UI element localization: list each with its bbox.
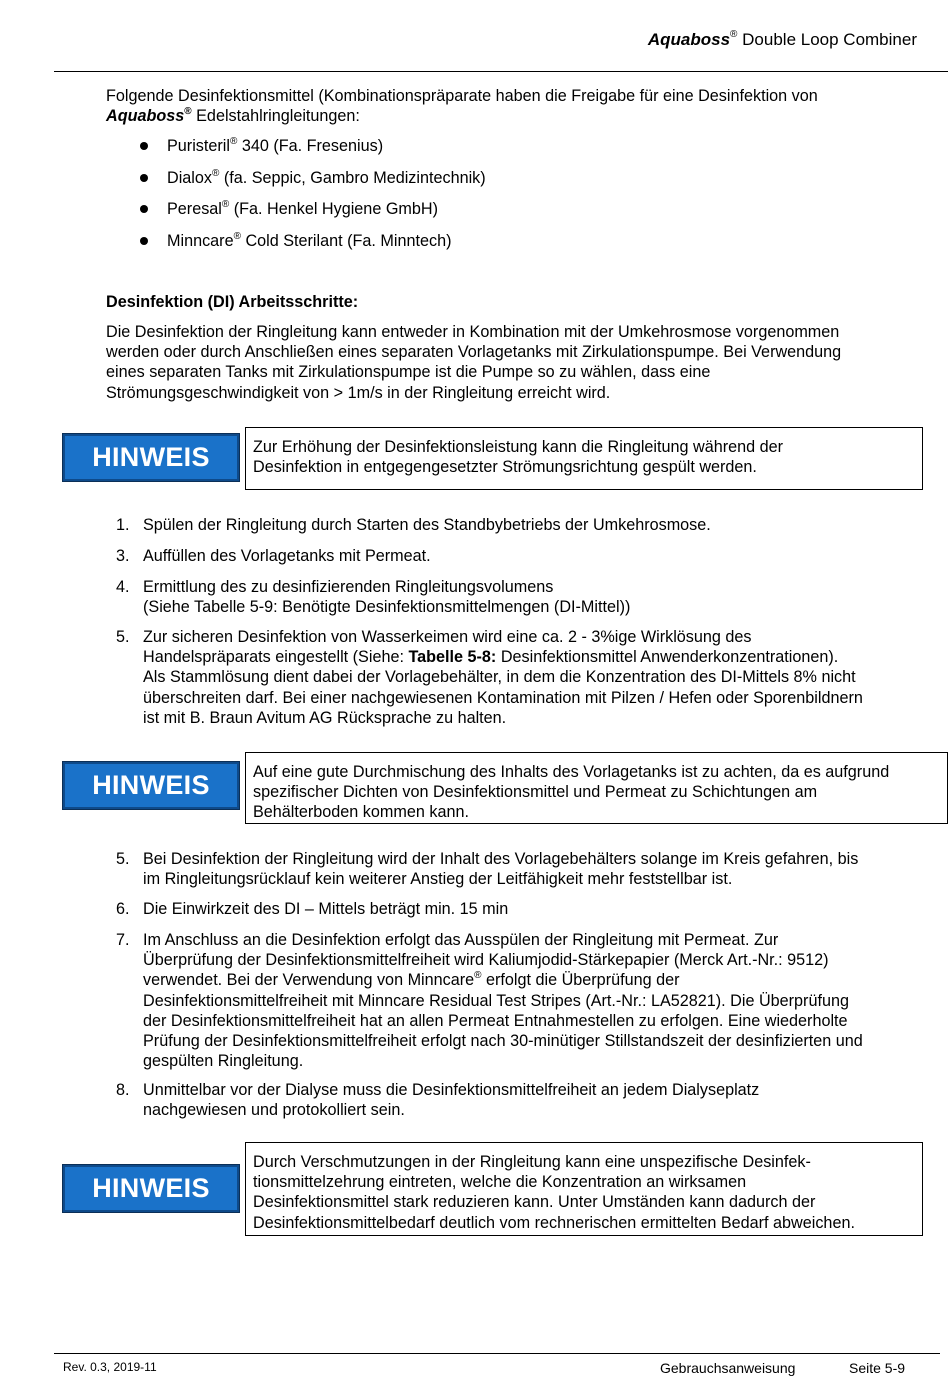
bullet-icon [140,174,148,182]
document-type: Gebrauchsanweisung [660,1360,796,1376]
note-line: Desinfektion in entgegengesetzter Strömungsrichtung gespült werden. [253,458,757,477]
list-item: Puristeril® 340 (Fa. Fresenius) [167,135,384,155]
intro-reg: ® [184,105,192,117]
intro-line-2-rest: Edelstahlringleitungen: [191,107,360,126]
header-rule [54,71,948,72]
intro-line-1: Folgende Desinfektionsmittel (Kombinationspräparate haben die Freigabe für eine Desinfektion von [106,87,818,105]
note-line: Durch Verschmutzungen in der Ringleitung kann eine unspezifische Desinfek- [253,1153,811,1171]
note-line: spezifischer Dichten von Desinfektionsmittel und Permeat zu Schichtungen am [253,783,818,802]
intro-paragraph [106,86,926,126]
note-line: Zur Erhöhung der Desinfektionsleistung kann die Ringleitung während der [253,438,784,456]
page-number: Seite 5-9 [849,1360,906,1376]
step-number: 8. [116,1081,130,1099]
step-number: 5. [116,850,130,868]
brand-name: Aquaboss [647,30,731,49]
step-text: Unmittelbar vor der Dialyse muss die Desinfektionsmittelfreiheit an jedem Dialyseplatz nachgewiesen und protokolliert sein. [143,1081,760,1120]
hinweis-badge: HINWEIS [62,761,240,810]
step-number: 5. [116,628,130,646]
note-line: Desinfektionsmittel stark reduzieren kann. Unter Umständen kann dadurch der [253,1193,816,1212]
step-text: Spülen der Ringleitung durch Starten des Standbybetriebs der Umkehrosmose. [143,516,711,534]
step-text: Auffüllen des Vorlagetanks mit Permeat. [143,547,431,565]
note-box [245,1142,923,1236]
bullet-icon [140,142,148,150]
step-number: 6. [116,900,130,918]
step-text: Zur sicheren Desinfektion von Wasserkeimen wird eine ca. 2 - 3%ige Wirklösung des Handelspräparats eingestellt (Siehe: Tabelle 5-8: Desinfektionsmittel Anwenderkonzentrationen). Als Stammlösung dient dabei der Vorlagebehälter, in dem die Konzentration des DI-Mittels 8% nicht überschreiten darf. Bei einer nachgewiesenen Kontamination mit Pilzen / Hefen oder Sporenbildnern ist mit B. Braun Avitum AG Rücksprache zu halten. [143,628,863,727]
list-item: Dialox® (fa. Seppic, Gambro Medizintechnik) [167,167,486,187]
bullet-icon [140,205,148,213]
bullet-icon [140,237,148,245]
revision-label: Rev. 0.3, 2019-11 [63,1360,157,1374]
intro-brand: Aquaboss [106,107,185,126]
note-box [245,427,923,490]
step-number: 7. [116,931,130,949]
intro-line-2 [106,106,926,126]
step-text: Die Einwirkzeit des DI – Mittels beträgt min. 15 min [143,900,509,918]
step-text: Ermittlung des zu desinfizierenden Ringleitungsvolumens (Siehe Tabelle 5-9: Benötigte Desinfektionsmittelmengen (DI-Mittel)) [143,578,631,617]
list-item: Peresal® (Fa. Henkel Hygiene GmbH) [167,198,438,218]
paragraph-line: eines separaten Tanks mit Zirkulationspumpe ist die Pumpe so zu wählen, dass eine [106,363,711,382]
step-text: Bei Desinfektion der Ringleitung wird der Inhalt des Vorlagebehälters solange im Kreis gefahren, bis im Ringleitungsrücklauf kein weiterer Anstieg der Leitfähigkeit mehr feststellbar ist. [143,850,859,889]
note-line: Auf eine gute Durchmischung des Inhalts des Vorlagetanks ist zu achten, da es aufgrund [253,763,890,781]
paragraph-line: Strömungsgeschwindigkeit von > 1m/s in der Ringleitung erreicht wird. [106,383,611,402]
hinweis-badge: HINWEIS [62,433,240,482]
footer-rule [54,1353,940,1354]
list-item: Minncare® Cold Sterilant (Fa. Minntech) [167,230,452,250]
section-heading: Desinfektion (DI) Arbeitsschritte: [106,293,359,311]
note-line: Behälterboden kommen kann. [253,803,469,822]
document-header-title [648,30,917,50]
section-paragraph [106,322,936,403]
product-name: Double Loop Combiner [742,30,917,49]
step-number: 1. [116,516,130,534]
note-line: tionsmittelzehrung eintreten, welche die Konzentration an wirksamen [253,1173,747,1192]
step-text: Im Anschluss an die Desinfektion erfolgt das Ausspülen der Ringleitung mit Permeat. Zur Überprüfung der Desinfektionsmittelfreiheit wird Kaliumjodid-Stärkepapier (Merck Art.-Nr.: 9512) verwendet. Bei der Verwendung von Minncare® erfolgt die Überprüfung der Desinfektionsmittelfreiheit mit Minncare Residual Test Stripes (Art.-Nr.: LA52821). Die Überprüfung der Desinfektionsmittelfreiheit hat an allen Permeat Entnahmestellen zu erfolgen. Eine wiederholte Prüfung der Desinfektionsmittelfreiheit erfolgt nach 30-minütiger Stillstandszeit der desinfizierten und gespülten Ringleitung. [143,931,863,1071]
note-line: Desinfektionsmittelbedarf deutlich vom rechnerischen ermittelten Bedarf abweichen. [253,1213,855,1232]
step-number: 4. [116,578,130,596]
step-number: 3. [116,547,130,565]
paragraph-line: werden oder durch Anschließen eines separaten Vorlagetanks mit Zirkulationspumpe. Bei Verwendung [106,343,842,362]
note-box [245,752,948,824]
registered-mark: ® [730,29,738,41]
paragraph-line: Die Desinfektion der Ringleitung kann entweder in Kombination mit der Umkehrosmose vorgenommen [106,323,840,341]
hinweis-badge: HINWEIS [62,1164,240,1213]
